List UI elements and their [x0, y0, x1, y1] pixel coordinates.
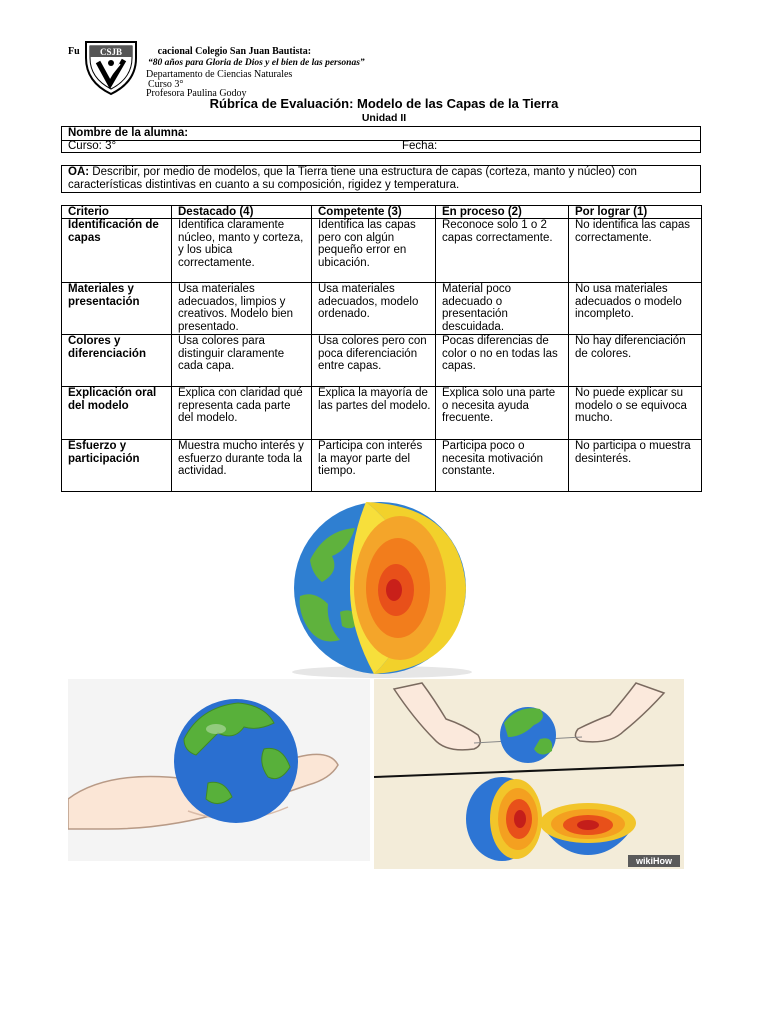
level-3-cell: Explica la mayoría de las partes del modelo.	[312, 387, 436, 440]
student-name-field[interactable]: Nombre de la alumna:	[68, 127, 189, 139]
level-4-cell: Identifica claramente núcleo, manto y corteza, y los ubica correctamente.	[172, 219, 312, 283]
header-criterion: Criterio	[62, 206, 172, 219]
student-name-row	[62, 127, 700, 141]
objective-label: OA:	[68, 166, 90, 178]
school-motto: “80 años para Gloria de Dios y el bien de las personas”	[148, 58, 365, 68]
table-row	[62, 387, 702, 440]
level-3-cell: Usa materiales adecuados, modelo ordenado.	[312, 283, 436, 335]
rubric-header-row	[62, 206, 702, 219]
table-row	[62, 219, 702, 283]
globe-in-hand-image	[68, 679, 370, 861]
clay-model-steps-image	[374, 679, 684, 869]
level-3-cell: Participa con interés la mayor parte del tiempo.	[312, 440, 436, 492]
level-4-cell: Explica con claridad qué representa cada parte del modelo.	[172, 387, 312, 440]
document-subtitle: Unidad II	[361, 112, 407, 124]
wikihow-watermark: wikiHow	[635, 856, 673, 866]
table-row	[62, 440, 702, 492]
table-row	[62, 335, 702, 387]
teacher-name: Profesora Paulina Godoy	[146, 88, 247, 99]
level-2-cell: Material poco adecuado o presentación descuidada.	[436, 283, 569, 335]
criterion-cell: Explicación oral del modelo	[62, 387, 172, 440]
level-1-cell: No usa materiales adecuados o modelo incompleto.	[569, 283, 702, 335]
criterion-cell: Esfuerzo y participación	[62, 440, 172, 492]
course-label: Curso 3°	[148, 79, 184, 90]
level-1-cell: No puede explicar su modelo o se equivoca mucho.	[569, 387, 702, 440]
level-2-cell: Reconoce solo 1 o 2 capas correctamente.	[436, 219, 569, 283]
level-4-cell: Usa colores para distinguir claramente cada capa.	[172, 335, 312, 387]
level-4-cell: Usa materiales adecuados, limpios y creativos. Modelo bien presentado.	[172, 283, 312, 335]
school-name-prefix: Fu	[68, 46, 80, 57]
level-1-cell: No identifica las capas correctamente.	[569, 219, 702, 283]
table-row	[62, 283, 702, 335]
criterion-cell: Materiales y presentación	[62, 283, 172, 335]
svg-text:CSJB: CSJB	[99, 47, 123, 57]
header-level-3: Competente (3)	[312, 206, 436, 219]
level-2-cell: Pocas diferencias de color o no en todas las capas.	[436, 335, 569, 387]
level-2-cell: Explica solo una parte o necesita ayuda frecuente.	[436, 387, 569, 440]
school-name	[68, 46, 311, 57]
document-title: Rúbrica de Evaluación: Modelo de las Capas de la Tierra	[209, 96, 559, 111]
rubric-table	[61, 205, 702, 492]
level-3-cell: Usa colores pero con poca diferenciación entre capas.	[312, 335, 436, 387]
level-4-cell: Muestra mucho interés y esfuerzo durante toda la actividad.	[172, 440, 312, 492]
criterion-cell: Identificación de capas	[62, 219, 172, 283]
criterion-cell: Colores y diferenciación	[62, 335, 172, 387]
learning-objective	[61, 165, 701, 193]
department-name: Departamento de Ciencias Naturales	[146, 69, 293, 80]
header-level-1: Por lograr (1)	[569, 206, 702, 219]
level-3-cell: Identifica las capas pero con algún pequeño error en ubicación.	[312, 219, 436, 283]
school-name-suffix: cacional Colegio San Juan Bautista:	[157, 46, 312, 57]
student-info-box	[61, 126, 701, 153]
date-field[interactable]: Fecha:	[402, 140, 438, 152]
level-2-cell: Participa poco o necesita motivación constante.	[436, 440, 569, 492]
course-field: Curso: 3°	[68, 140, 117, 152]
header-level-2: En proceso (2)	[436, 206, 569, 219]
header-level-4: Destacado (4)	[172, 206, 312, 219]
level-1-cell: No participa o muestra desinterés.	[569, 440, 702, 492]
objective-text: Describir, por medio de modelos, que la Tierra tiene una estructura de capas (corteza, manto y núcleo) con características distintivas en cuanto a su composición, rigidez y temperatura.	[68, 166, 637, 191]
level-1-cell: No hay diferenciación de colores.	[569, 335, 702, 387]
earth-cross-section-image	[270, 500, 490, 680]
